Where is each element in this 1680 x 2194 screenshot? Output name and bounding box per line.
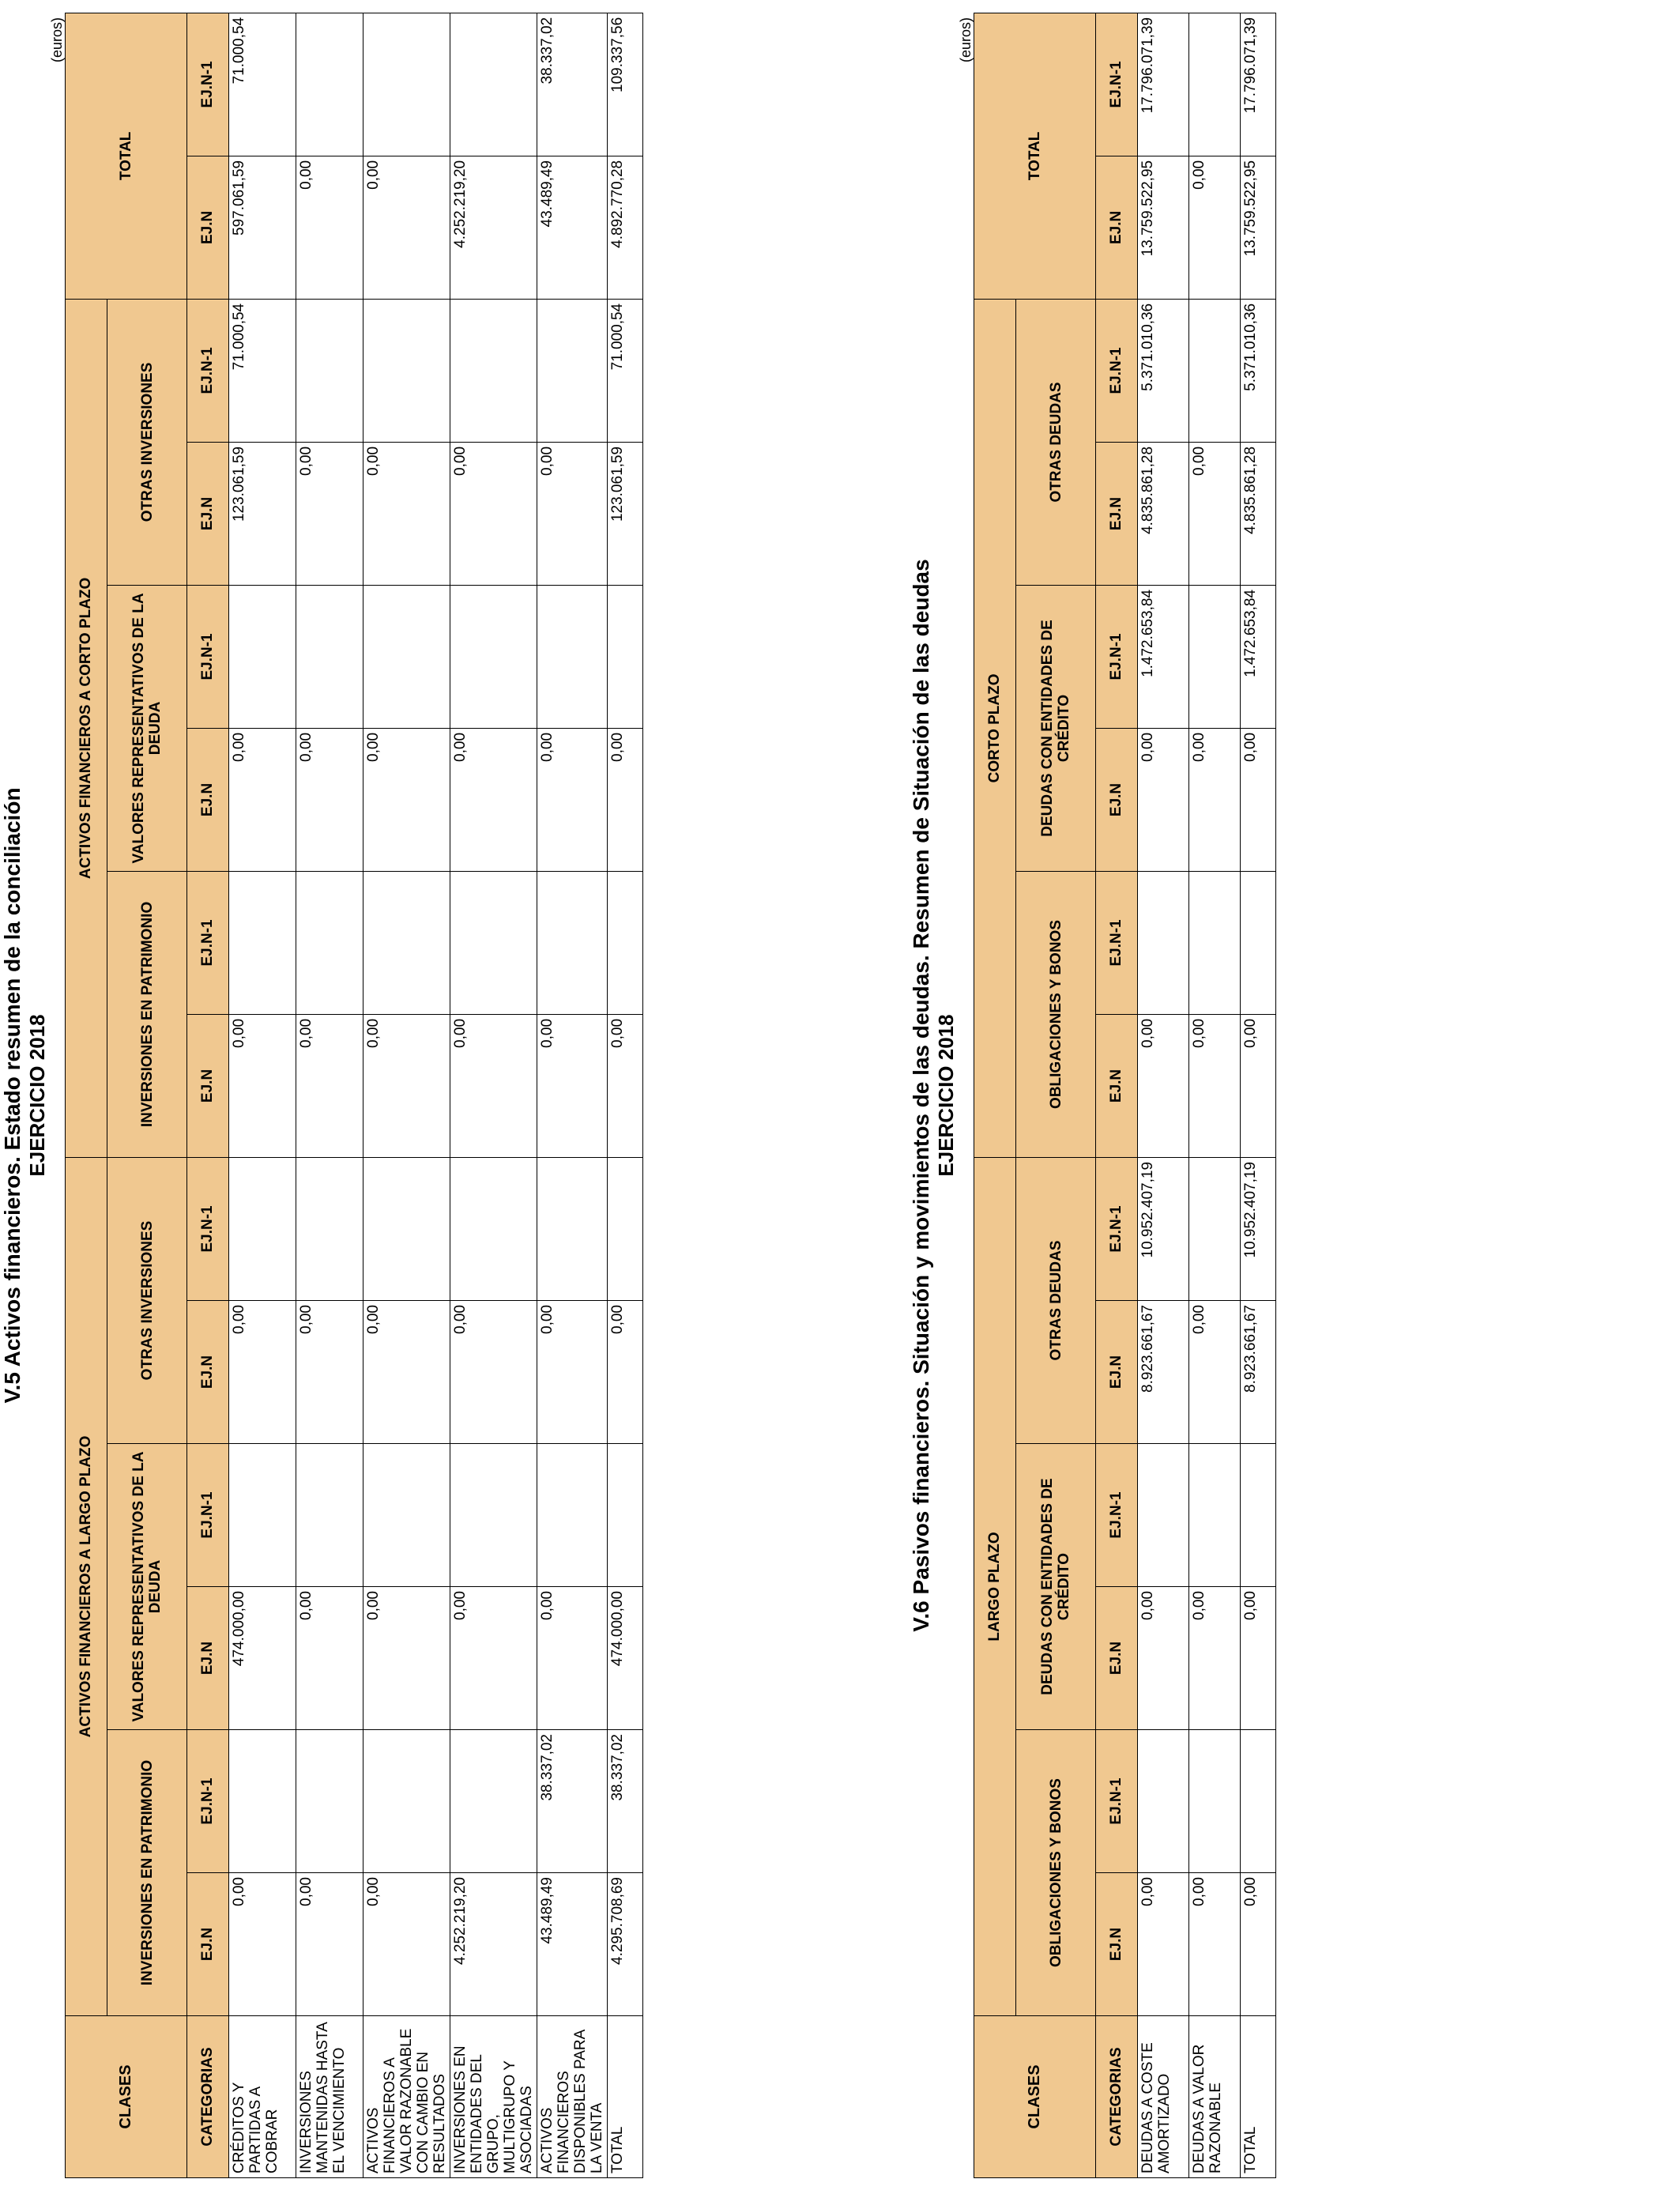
table-row (608, 13, 643, 2177)
v5-year-header: EJ.N (187, 156, 229, 299)
table-cell (537, 1444, 608, 1587)
table-cell (1138, 1730, 1189, 1873)
v5-year-header: EJ.N (187, 1014, 229, 1157)
row-label: TOTAL (1241, 2016, 1276, 2178)
table-cell (296, 13, 363, 156)
v5-clases-header: CLASES (66, 2016, 187, 2178)
table-cell: 0,00 (229, 1301, 296, 1444)
v6-year-header: EJ.N (1096, 1014, 1138, 1157)
table-cell (296, 1444, 363, 1587)
v6-units: (euros) (958, 17, 974, 63)
table-cell: 0,00 (608, 728, 643, 871)
table-cell: 10.952.407,19 (1241, 1157, 1276, 1300)
v6-year-header: EJ.N-1 (1096, 1444, 1138, 1587)
table-cell (608, 1444, 643, 1587)
table-cell: 0,00 (537, 1587, 608, 1730)
v5-section (0, 13, 643, 2178)
table-cell: 71.000,54 (229, 299, 296, 442)
table-cell: 4.892.770,28 (608, 156, 643, 299)
v5-year-header: EJ.N-1 (187, 299, 229, 442)
table-cell (608, 1157, 643, 1300)
v6-group-header: OBLIGACIONES Y BONOS (1016, 1730, 1096, 2016)
table-cell: 0,00 (363, 442, 450, 585)
table-cell: 8.923.661,67 (1138, 1301, 1189, 1444)
v6-year-header: EJ.N-1 (1096, 871, 1138, 1014)
v6-group-header: OTRAS DEUDAS (1016, 299, 1096, 585)
v6-group-header: OBLIGACIONES Y BONOS (1016, 871, 1096, 1157)
v6-year-header: EJ.N (1096, 1301, 1138, 1444)
table-cell: 0,00 (229, 1873, 296, 2016)
table-cell (363, 1730, 450, 1873)
table-cell (537, 299, 608, 442)
v6-subtitle: EJERCICIO 2018 (934, 1014, 958, 1177)
table-cell: 0,00 (296, 1301, 363, 1444)
table-cell: 0,00 (1138, 1587, 1189, 1730)
v5-year-header: EJ.N-1 (187, 871, 229, 1014)
v5-year-row (187, 13, 229, 2177)
v5-year-header: EJ.N (187, 442, 229, 585)
row-label: DEUDAS A COSTE AMORTIZADO (1138, 2016, 1189, 2178)
table-cell: 0,00 (1189, 1301, 1241, 1444)
table-cell: 0,00 (450, 1301, 537, 1444)
table-cell: 5.371.010,36 (1138, 299, 1189, 442)
v6-lp-header: LARGO PLAZO (974, 1157, 1016, 2015)
table-cell: 17.796.071,39 (1241, 13, 1276, 156)
v5-table (65, 13, 643, 2178)
table-cell: 0,00 (1189, 728, 1241, 871)
table-cell: 13.759.522,95 (1138, 156, 1189, 299)
table-cell: 0,00 (450, 442, 537, 585)
row-label: ACTIVOS FINANCIEROS DISPONIBLES PARA LA VENTA (537, 2016, 608, 2178)
v5-table-body (229, 13, 643, 2177)
table-cell: 109.337,56 (608, 13, 643, 156)
v6-table (974, 13, 1276, 2178)
table-cell: 0,00 (296, 1873, 363, 2016)
table-cell: 0,00 (363, 1587, 450, 1730)
table-cell: 0,00 (450, 1587, 537, 1730)
table-cell: 0,00 (229, 1014, 296, 1157)
table-cell (296, 1730, 363, 1873)
table-cell (363, 871, 450, 1014)
table-cell: 0,00 (450, 728, 537, 871)
table-cell: 0,00 (608, 1014, 643, 1157)
v5-group-header: VALORES REPRESENTATIVOS DE LA DEUDA (107, 585, 187, 871)
v6-year-header: EJ.N (1096, 1873, 1138, 2016)
table-cell (363, 585, 450, 728)
v5-group-header: INVERSIONES EN PATRIMONIO (107, 1730, 187, 2016)
table-cell: 0,00 (296, 1014, 363, 1157)
v6-year-header: EJ.N-1 (1096, 299, 1138, 442)
table-cell: 0,00 (608, 1301, 643, 1444)
table-cell: 0,00 (1189, 1014, 1241, 1157)
v5-units: (euros) (49, 17, 65, 63)
table-cell: 0,00 (229, 728, 296, 871)
table-cell (1241, 871, 1276, 1014)
v6-year-header: EJ.N-1 (1096, 1157, 1138, 1300)
v5-year-header: EJ.N-1 (187, 585, 229, 728)
v5-subtitle: EJERCICIO 2018 (25, 1014, 49, 1177)
table-cell: 474.000,00 (229, 1587, 296, 1730)
table-cell: 0,00 (537, 728, 608, 871)
v6-total-header: TOTAL (974, 13, 1096, 299)
table-cell (1241, 1730, 1276, 1873)
table-cell (450, 1730, 537, 1873)
table-cell (537, 871, 608, 1014)
table-cell: 4.252.219,20 (450, 1873, 537, 2016)
v6-categorias-header: CATEGORIAS (1096, 2016, 1138, 2178)
table-cell: 0,00 (537, 1014, 608, 1157)
table-cell (608, 585, 643, 728)
table-cell (1138, 1444, 1189, 1587)
table-cell: 0,00 (296, 1587, 363, 1730)
table-cell: 71.000,54 (229, 13, 296, 156)
table-cell: 38.337,02 (537, 1730, 608, 1873)
v6-section (909, 13, 1276, 2178)
table-cell: 123.061,59 (608, 442, 643, 585)
v5-year-header: EJ.N (187, 1587, 229, 1730)
v5-year-header: EJ.N (187, 1873, 229, 2016)
v5-year-header: EJ.N-1 (187, 13, 229, 156)
table-cell: 1.472.653,84 (1138, 585, 1189, 728)
row-label: ACTIVOS FINANCIEROS A VALOR RAZONABLE CON CAMBIO EN RESULTADOS (363, 2016, 450, 2178)
v5-categorias-header: CATEGORIAS (187, 2016, 229, 2178)
table-cell: 0,00 (1241, 1587, 1276, 1730)
v5-title: V.5 Activos financieros. Estado resumen de la conciliación (0, 787, 24, 1404)
table-cell (1189, 1730, 1241, 1873)
table-cell (1189, 871, 1241, 1014)
table-cell: 0,00 (1241, 1014, 1276, 1157)
table-cell (537, 585, 608, 728)
table-row (537, 13, 608, 2177)
v6-clases-header: CLASES (974, 2016, 1096, 2178)
table-cell: 0,00 (363, 156, 450, 299)
v5-group-header: VALORES REPRESENTATIVOS DE LA DEUDA (107, 1444, 187, 1730)
v5-lp-header: ACTIVOS FINANCIEROS A LARGO PLAZO (66, 1157, 107, 2015)
v5-group-header: OTRAS INVERSIONES (107, 299, 187, 585)
table-cell (1189, 585, 1241, 728)
table-cell: 0,00 (296, 156, 363, 299)
table-cell: 0,00 (1241, 728, 1276, 871)
row-label: INVERSIONES MANTENIDAS HASTA EL VENCIMIENTO (296, 2016, 363, 2178)
table-cell (363, 13, 450, 156)
table-cell: 0,00 (363, 728, 450, 871)
table-cell: 0,00 (1189, 1873, 1241, 2016)
table-row (1189, 13, 1241, 2177)
table-cell: 0,00 (363, 1301, 450, 1444)
v5-year-header: EJ.N-1 (187, 1730, 229, 1873)
table-cell (1189, 13, 1241, 156)
v6-group-row (1016, 13, 1096, 2177)
table-cell: 38.337,02 (537, 13, 608, 156)
table-cell: 597.061,59 (229, 156, 296, 299)
table-cell: 0,00 (296, 728, 363, 871)
table-cell: 0,00 (537, 1301, 608, 1444)
table-cell: 4.252.219,20 (450, 156, 537, 299)
table-cell: 0,00 (450, 1014, 537, 1157)
table-cell (229, 1157, 296, 1300)
table-cell: 10.952.407,19 (1138, 1157, 1189, 1300)
v6-year-row (1096, 13, 1138, 2177)
table-row (1138, 13, 1189, 2177)
table-cell: 474.000,00 (608, 1587, 643, 1730)
table-cell (450, 299, 537, 442)
table-cell: 1.472.653,84 (1241, 585, 1276, 728)
table-cell: 0,00 (1138, 1873, 1189, 2016)
v6-table-body (1138, 13, 1276, 2177)
table-cell: 0,00 (1138, 728, 1189, 871)
v6-title: V.6 Pasivos financieros. Situación y movimientos de las deudas. Resumen de Situación de las deudas (909, 559, 933, 1632)
v5-year-header: EJ.N-1 (187, 1157, 229, 1300)
v6-year-header: EJ.N (1096, 442, 1138, 585)
table-cell: 4.835.861,28 (1241, 442, 1276, 585)
table-cell (450, 1444, 537, 1587)
table-cell: 71.000,54 (608, 299, 643, 442)
v6-group-header: OTRAS DEUDAS (1016, 1157, 1096, 1443)
table-cell (363, 1157, 450, 1300)
v5-year-header: EJ.N (187, 728, 229, 871)
table-cell: 123.061,59 (229, 442, 296, 585)
table-cell (296, 1157, 363, 1300)
v6-year-header: EJ.N-1 (1096, 1730, 1138, 1873)
table-cell (450, 13, 537, 156)
v6-group-header: DEUDAS CON ENTIDADES DE CRÉDITO (1016, 1444, 1096, 1730)
table-cell: 5.371.010,36 (1241, 299, 1276, 442)
table-cell: 0,00 (296, 442, 363, 585)
table-cell: 13.759.522,95 (1241, 156, 1276, 299)
table-cell (450, 585, 537, 728)
table-cell (1189, 1157, 1241, 1300)
v6-group-header: DEUDAS CON ENTIDADES DE CRÉDITO (1016, 585, 1096, 871)
table-cell: 0,00 (1189, 442, 1241, 585)
table-cell (1189, 1444, 1241, 1587)
v6-year-header: EJ.N (1096, 156, 1138, 299)
row-label: INVERSIONES EN ENTIDADES DEL GRUPO, MULTIGRUPO Y ASOCIADAS (450, 2016, 537, 2178)
v5-group-row (107, 13, 187, 2177)
v6-year-header: EJ.N (1096, 728, 1138, 871)
table-cell: 0,00 (1189, 1587, 1241, 1730)
v5-year-header: EJ.N-1 (187, 1444, 229, 1587)
table-cell (229, 871, 296, 1014)
table-cell: 38.337,02 (608, 1730, 643, 1873)
table-row (229, 13, 296, 2177)
table-cell (229, 585, 296, 728)
table-cell (363, 299, 450, 442)
v6-cp-header: CORTO PLAZO (974, 299, 1016, 1157)
table-cell: 0,00 (1189, 156, 1241, 299)
table-cell (296, 871, 363, 1014)
table-cell: 43.489,49 (537, 156, 608, 299)
row-label: CRÉDITOS Y PARTIDAS A COBRAR (229, 2016, 296, 2178)
row-label: DEUDAS A VALOR RAZONABLE (1189, 2016, 1241, 2178)
v6-year-header: EJ.N-1 (1096, 585, 1138, 728)
table-cell (537, 1157, 608, 1300)
v5-year-header: EJ.N (187, 1301, 229, 1444)
v5-cp-header: ACTIVOS FINANCIEROS A CORTO PLAZO (66, 299, 107, 1157)
table-cell: 43.489,49 (537, 1873, 608, 2016)
table-cell: 8.923.661,67 (1241, 1301, 1276, 1444)
v6-year-header: EJ.N-1 (1096, 13, 1138, 156)
table-cell (296, 585, 363, 728)
table-cell: 4.835.861,28 (1138, 442, 1189, 585)
table-cell (229, 1730, 296, 1873)
table-cell: 17.796.071,39 (1138, 13, 1189, 156)
table-cell (363, 1444, 450, 1587)
table-cell: 0,00 (537, 442, 608, 585)
table-cell: 4.295.708,69 (608, 1873, 643, 2016)
table-cell (450, 1157, 537, 1300)
table-cell (450, 871, 537, 1014)
row-label: TOTAL (608, 2016, 643, 2178)
table-cell (296, 299, 363, 442)
table-cell (1138, 871, 1189, 1014)
table-cell (1189, 299, 1241, 442)
v5-total-header: TOTAL (66, 13, 187, 299)
v6-year-header: EJ.N (1096, 1587, 1138, 1730)
v5-group-header: INVERSIONES EN PATRIMONIO (107, 871, 187, 1157)
table-row (363, 13, 450, 2177)
table-cell: 0,00 (1241, 1873, 1276, 2016)
table-cell (608, 871, 643, 1014)
table-cell (229, 1444, 296, 1587)
v5-group-header: OTRAS INVERSIONES (107, 1157, 187, 1443)
table-row (296, 13, 363, 2177)
table-cell: 0,00 (363, 1014, 450, 1157)
table-cell: 0,00 (363, 1873, 450, 2016)
table-row (450, 13, 537, 2177)
table-cell: 0,00 (1138, 1014, 1189, 1157)
table-row (1241, 13, 1276, 2177)
table-cell (1241, 1444, 1276, 1587)
